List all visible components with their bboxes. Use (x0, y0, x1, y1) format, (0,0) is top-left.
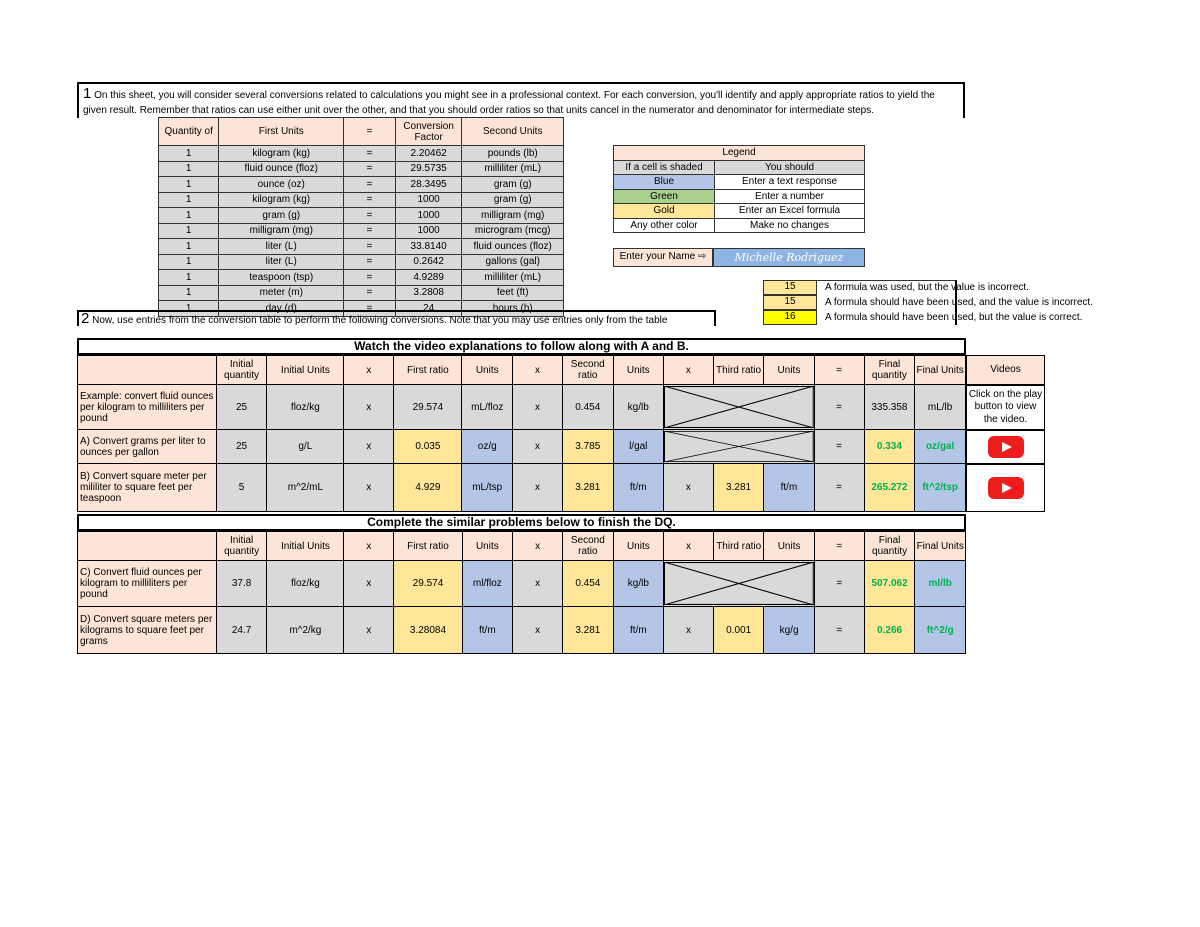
problem-cell: x (513, 430, 563, 464)
conversion-row (159, 192, 564, 208)
problem-label: B) Convert square meter per mililiter to square feet per teaspoon (78, 464, 217, 512)
legend-color: Blue (614, 175, 715, 190)
conversion-row (159, 223, 564, 239)
grid-header: x (513, 356, 563, 385)
name-label: Enter your Name ⇨ (613, 248, 713, 267)
problem-cell[interactable]: 507.062 (864, 561, 915, 607)
grid-header: Initial Units (267, 356, 344, 385)
crossed-out-cell (664, 561, 815, 607)
problem-cell[interactable]: kg/lb (613, 561, 663, 607)
conversion-cell: = (344, 270, 396, 286)
grid-header: Final Units (915, 356, 966, 385)
grid-header: Units (764, 356, 814, 385)
conversion-cell: = (344, 192, 396, 208)
problem-cell[interactable]: oz/gal (915, 430, 966, 464)
video-a-cell (966, 430, 1045, 464)
problem-cell[interactable]: mL/lb (915, 385, 966, 430)
grid-header: Units (613, 356, 663, 385)
conversion-cell: 1 (159, 177, 219, 193)
conversion-cell: 28.3495 (395, 177, 462, 193)
conversion-cell: fluid ounce (floz) (219, 161, 344, 177)
complete-title: Complete the similar problems below to finish the DQ. (77, 514, 966, 531)
example-grid (77, 355, 966, 512)
conversion-cell: kilogram (kg) (219, 192, 344, 208)
conversion-cell: 3.2808 (395, 285, 462, 301)
conversion-cell: teaspoon (tsp) (219, 270, 344, 286)
conversion-cell: 0.2642 (395, 254, 462, 270)
problem-cell[interactable]: 0.334 (864, 430, 915, 464)
conversion-cell: 2.20462 (395, 146, 462, 162)
problem-cell: = (814, 464, 864, 512)
problem-cell[interactable]: oz/g (462, 430, 513, 464)
problem-cell[interactable]: 265.272 (864, 464, 915, 512)
problem-cell[interactable]: 3.281 (713, 464, 763, 512)
conversion-cell: fluid ounces (floz) (462, 239, 564, 255)
conversion-cell: 1 (159, 254, 219, 270)
problem-row (78, 430, 966, 464)
conversion-cell: 1 (159, 239, 219, 255)
header-conversion-factor: Conversion Factor (395, 118, 462, 146)
conversion-row (159, 208, 564, 224)
header-second-units: Second Units (462, 118, 564, 146)
problem-cell[interactable]: mL/tsp (462, 464, 513, 512)
legend-action: Enter a number (715, 189, 865, 204)
legend-row (614, 189, 865, 204)
conversion-cell: gram (g) (462, 177, 564, 193)
formula-key-text: A formula was used, but the value is incorrect. (825, 282, 1029, 293)
legend-action: Enter a text response (715, 175, 865, 190)
legend-table (613, 145, 865, 233)
section2-text: Now, use entries from the conversion table to perform the following conversions. Note that you may use entries only from the table (92, 315, 668, 326)
problem-row (78, 561, 966, 607)
problem-cell[interactable]: 0.001 (713, 607, 763, 654)
conversion-cell: 1 (159, 146, 219, 162)
problem-cell[interactable]: 3.281 (563, 607, 614, 654)
grid-header: Units (764, 532, 814, 561)
grid-header: = (814, 532, 864, 561)
conversion-cell: day (d) (219, 301, 344, 317)
formula-key-text: A formula should have been used, and the value is incorrect. (825, 297, 1093, 308)
section2-box (77, 310, 716, 326)
legend-header-shaded: If a cell is shaded (614, 160, 715, 175)
legend-header-action: You should (715, 160, 865, 175)
conversion-row (159, 270, 564, 286)
youtube-play-icon[interactable] (988, 436, 1024, 458)
problem-cell[interactable]: 3.281 (562, 464, 613, 512)
conversion-cell: microgram (mcg) (462, 223, 564, 239)
crossed-out-cell (663, 385, 814, 430)
problem-cell[interactable]: 3.28084 (394, 607, 462, 654)
grid-header: x (664, 532, 714, 561)
formula-key-text: A formula should have been used, but the value is correct. (825, 312, 1083, 323)
videos-header: Videos (966, 355, 1045, 385)
conversion-cell: 1 (159, 285, 219, 301)
problem-cell: = (814, 385, 864, 430)
conversion-cell: pounds (lb) (462, 146, 564, 162)
problem-cell: x (663, 464, 713, 512)
problem-cell[interactable]: 335.358 (864, 385, 915, 430)
problem-cell: floz/kg (267, 561, 344, 607)
problem-cell: x (513, 385, 563, 430)
problem-cell: = (814, 561, 864, 607)
grid-header: Final quantity (864, 532, 915, 561)
problem-row (78, 464, 966, 512)
legend-row (614, 218, 865, 233)
intro-box (77, 82, 965, 118)
conversion-cell: 1 (159, 270, 219, 286)
problem-row (78, 385, 966, 430)
problem-cell[interactable]: l/gal (613, 430, 663, 464)
legend-color: Gold (614, 204, 715, 219)
problem-cell[interactable]: ft^2/tsp (915, 464, 966, 512)
header-equals: = (344, 118, 396, 146)
conversion-cell: 1 (159, 192, 219, 208)
grid-header: First ratio (394, 532, 462, 561)
conversion-cell: = (344, 223, 396, 239)
practice-grid (77, 531, 966, 654)
conversion-cell: 33.8140 (395, 239, 462, 255)
problem-cell: 5 (216, 464, 267, 512)
problem-cell: x (344, 607, 394, 654)
grid-header: = (814, 356, 864, 385)
grid-header: x (513, 532, 563, 561)
problem-cell[interactable]: ft/m (462, 607, 513, 654)
conversion-cell: feet (ft) (462, 285, 564, 301)
grid-header: x (344, 356, 394, 385)
problem-cell[interactable]: 29.574 (394, 385, 462, 430)
conversion-table (158, 117, 564, 317)
legend-title: Legend (614, 146, 865, 161)
problem-cell: x (344, 385, 394, 430)
grid-header: Initial Units (267, 532, 344, 561)
problem-cell: m^2/mL (267, 464, 344, 512)
conversion-cell: = (344, 161, 396, 177)
conversion-cell: meter (m) (219, 285, 344, 301)
problem-cell: x (664, 607, 714, 654)
grid-header: Second ratio (563, 532, 614, 561)
youtube-play-icon[interactable] (988, 477, 1024, 499)
conversion-cell: 1 (159, 301, 219, 317)
conversion-cell: 4.9289 (395, 270, 462, 286)
grid-header: First ratio (394, 356, 462, 385)
conversion-cell: hours (h) (462, 301, 564, 317)
problem-label: A) Convert grams per liter to ounces per gallon (78, 430, 217, 464)
problem-cell[interactable]: mL/floz (462, 385, 513, 430)
conversion-cell: ounce (oz) (219, 177, 344, 193)
formula-key-value: 16 (763, 310, 817, 325)
intro-text: On this sheet, you will consider several conversions related to calculations you might see in a professional context. For each conversion, you'll identify and apply appropriate ratios to yield the given result. Remember that ratios can use either unit over the other, and that you should order ratios so that units cancel in the numerator and denominator for intermediate steps. (83, 90, 935, 116)
grid-header: Final Units (915, 532, 966, 561)
conversion-row (159, 177, 564, 193)
conversion-cell: = (344, 285, 396, 301)
conversion-cell: liter (L) (219, 254, 344, 270)
grid-header: Initial quantity (216, 532, 267, 561)
conversion-cell: = (344, 239, 396, 255)
problem-cell: 37.8 (216, 561, 267, 607)
conversion-row (159, 285, 564, 301)
legend-color: Green (614, 189, 715, 204)
videos-note: Click on the play button to view the video. (966, 385, 1045, 430)
header-quantity: Quantity of (159, 118, 219, 146)
conversion-cell: = (344, 208, 396, 224)
problem-cell: x (344, 464, 394, 512)
problem-cell[interactable]: ml/lb (915, 561, 966, 607)
problem-cell: x (344, 561, 394, 607)
conversion-cell: 1000 (395, 208, 462, 224)
grid-header: x (663, 356, 713, 385)
problem-cell[interactable]: ft/m (613, 607, 663, 654)
grid-header: Second ratio (562, 356, 613, 385)
grid-header-row (78, 532, 966, 561)
conversion-cell: 1 (159, 161, 219, 177)
problem-cell[interactable]: 0.454 (562, 385, 613, 430)
crossed-out-cell (663, 430, 814, 464)
problem-cell[interactable]: 29.574 (394, 561, 462, 607)
grid-header (78, 356, 217, 385)
conversion-cell: 24 (395, 301, 462, 317)
name-field[interactable]: Michelle Rodriguez (713, 248, 865, 267)
conversion-row (159, 161, 564, 177)
problem-cell[interactable]: 0.266 (864, 607, 915, 654)
problem-cell: x (513, 607, 563, 654)
conversion-cell: kilogram (kg) (219, 146, 344, 162)
conversion-cell: 1000 (395, 192, 462, 208)
formula-key-value: 15 (763, 280, 817, 295)
grid-header: Initial quantity (216, 356, 267, 385)
problem-cell[interactable]: 4.929 (394, 464, 462, 512)
legend-color: Any other color (614, 218, 715, 233)
legend-row (614, 204, 865, 219)
conversion-row (159, 239, 564, 255)
problem-cell[interactable]: ft/m (764, 464, 814, 512)
conversion-cell: = (344, 254, 396, 270)
problem-cell: = (814, 430, 864, 464)
grid-header: Units (462, 356, 513, 385)
problem-cell: g/L (267, 430, 344, 464)
conversion-cell: gallons (gal) (462, 254, 564, 270)
problem-cell[interactable]: kg/g (764, 607, 814, 654)
conversion-cell: liter (L) (219, 239, 344, 255)
conversion-row (159, 254, 564, 270)
grid-header: Final quantity (864, 356, 915, 385)
problem-cell[interactable]: ml/floz (462, 561, 513, 607)
problem-label: D) Convert square meters per kilograms to square feet per grams (78, 607, 217, 654)
legend-row (614, 175, 865, 190)
video-b-cell (966, 464, 1045, 512)
section2-number: 2 (81, 310, 90, 327)
conversion-cell: milligram (mg) (462, 208, 564, 224)
grid-header: Units (613, 532, 663, 561)
problem-label: C) Convert fluid ounces per kilogram to milliliters per pound (78, 561, 217, 607)
conversion-cell: milliliter (mL) (462, 270, 564, 286)
problem-cell: 25 (216, 430, 267, 464)
problem-cell: 25 (216, 385, 267, 430)
problem-cell: m^2/kg (267, 607, 344, 654)
problem-cell[interactable]: 0.454 (563, 561, 614, 607)
formula-key-value: 15 (763, 295, 817, 310)
grid-header (78, 532, 217, 561)
problem-row (78, 607, 966, 654)
problem-cell[interactable]: 0.035 (394, 430, 462, 464)
problem-cell: x (513, 464, 563, 512)
conversion-cell: 1 (159, 208, 219, 224)
conversion-cell: = (344, 301, 396, 317)
problem-cell: floz/kg (267, 385, 344, 430)
problem-cell[interactable]: kg/lb (613, 385, 663, 430)
problem-cell[interactable]: ft^2/g (915, 607, 966, 654)
grid-header: Third ratio (713, 532, 763, 561)
problem-label: Example: convert fluid ounces per kilogram to milliliters per pound (78, 385, 217, 430)
conversion-cell: 29.5735 (395, 161, 462, 177)
grid-header-row (78, 356, 966, 385)
conversion-cell: milligram (mg) (219, 223, 344, 239)
problem-cell: 24.7 (216, 607, 267, 654)
conversion-cell: = (344, 177, 396, 193)
conversion-cell: 1000 (395, 223, 462, 239)
problem-cell: x (344, 430, 394, 464)
problem-cell: = (814, 607, 864, 654)
legend-action: Make no changes (715, 218, 865, 233)
conversion-cell: milliliter (mL) (462, 161, 564, 177)
conversion-row (159, 146, 564, 162)
intro-number: 1 (83, 85, 92, 102)
grid-header: Units (462, 532, 513, 561)
legend-action: Enter an Excel formula (715, 204, 865, 219)
grid-header: Third ratio (713, 356, 763, 385)
grid-header: x (344, 532, 394, 561)
conversion-cell: gram (g) (219, 208, 344, 224)
conversion-cell: gram (g) (462, 192, 564, 208)
conversion-cell: 1 (159, 223, 219, 239)
problem-cell: x (513, 561, 563, 607)
watch-title: Watch the video explanations to follow along with A and B. (77, 338, 966, 355)
header-first-units: First Units (219, 118, 344, 146)
problem-cell[interactable]: ft/m (613, 464, 663, 512)
conversion-cell: = (344, 146, 396, 162)
problem-cell[interactable]: 3.785 (562, 430, 613, 464)
